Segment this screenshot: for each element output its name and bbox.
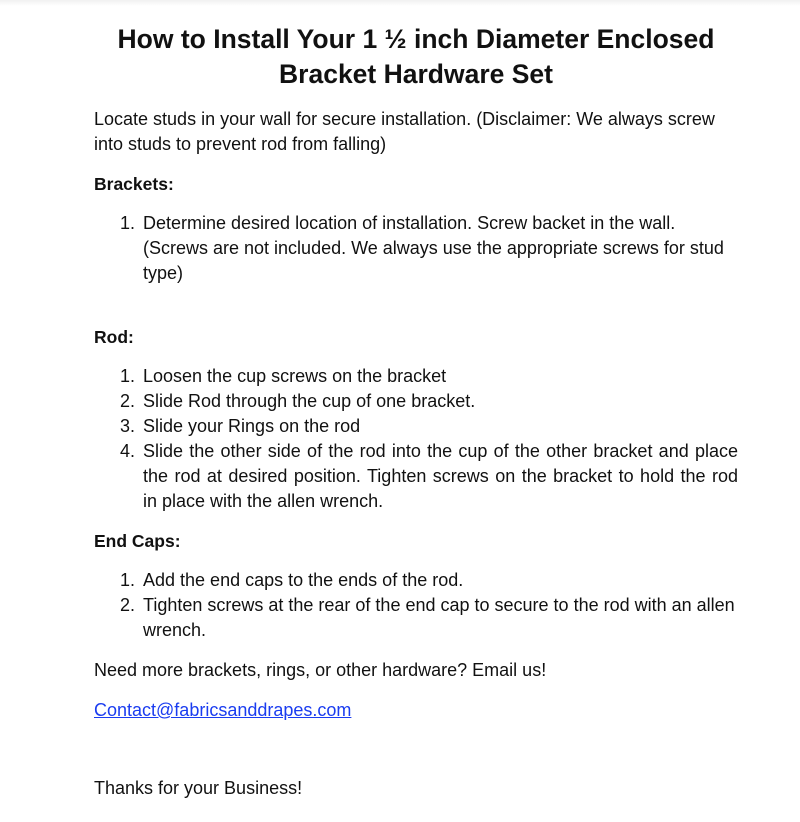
list-text: Add the end caps to the ends of the rod.: [143, 570, 464, 590]
brackets-steps-list: [94, 211, 738, 286]
contact-email-link[interactable]: Contact@fabricsanddrapes.com: [94, 700, 352, 720]
list-item: [94, 414, 738, 439]
list-text: Loosen the cup screws on the bracket: [143, 366, 447, 386]
title-line-2: Bracket Hardware Set: [279, 59, 553, 89]
list-item: [94, 389, 738, 414]
list-number: 1.: [120, 213, 136, 233]
list-item: [94, 593, 738, 643]
list-number: 3.: [120, 416, 136, 436]
list-item: [94, 439, 738, 514]
contact-paragraph: [94, 698, 738, 723]
list-text: Determine desired location of installation. Screw backet in the wall. (Screws are not included. We always use the appropriate screws for stud type): [143, 213, 724, 283]
list-number: 4.: [120, 441, 136, 461]
section-heading-end-caps: End Caps:: [94, 531, 181, 551]
end-caps-steps-list: [94, 568, 738, 643]
intro-paragraph: Locate studs in your wall for secure installation. (Disclaimer: We always screw into studs to prevent rod from falling): [94, 109, 715, 154]
list-number: 1.: [120, 366, 136, 386]
title-line-1: How to Install Your 1 ½ inch Diameter Enclosed: [117, 24, 715, 54]
list-text: Tighten screws at the rear of the end cap to secure to the rod with an allen wrench.: [143, 595, 735, 640]
list-item: [94, 364, 738, 389]
list-number: 2.: [120, 595, 136, 615]
list-item: [94, 211, 738, 286]
top-edge-shadow: [0, 0, 800, 6]
list-text: Slide Rod through the cup of one bracket.: [143, 391, 476, 411]
more-hardware-text: Need more brackets, rings, or other hardware? Email us!: [94, 660, 547, 680]
closing-text: Thanks for your Business!: [94, 778, 303, 798]
list-number: 2.: [120, 391, 136, 411]
rod-steps-list: [94, 364, 738, 514]
list-number: 1.: [120, 570, 136, 590]
section-heading-brackets: Brackets:: [94, 174, 174, 194]
page-title: [94, 22, 738, 92]
section-heading-rod: Rod:: [94, 327, 134, 347]
list-text: Slide the other side of the rod into the cup of the other bracket and place the rod at desired position. Tighten screws on the bracket to hold the rod in place with the allen wrench.: [143, 441, 738, 511]
document-body: [94, 22, 738, 801]
list-item: [94, 568, 738, 593]
list-text: Slide your Rings on the rod: [143, 416, 361, 436]
